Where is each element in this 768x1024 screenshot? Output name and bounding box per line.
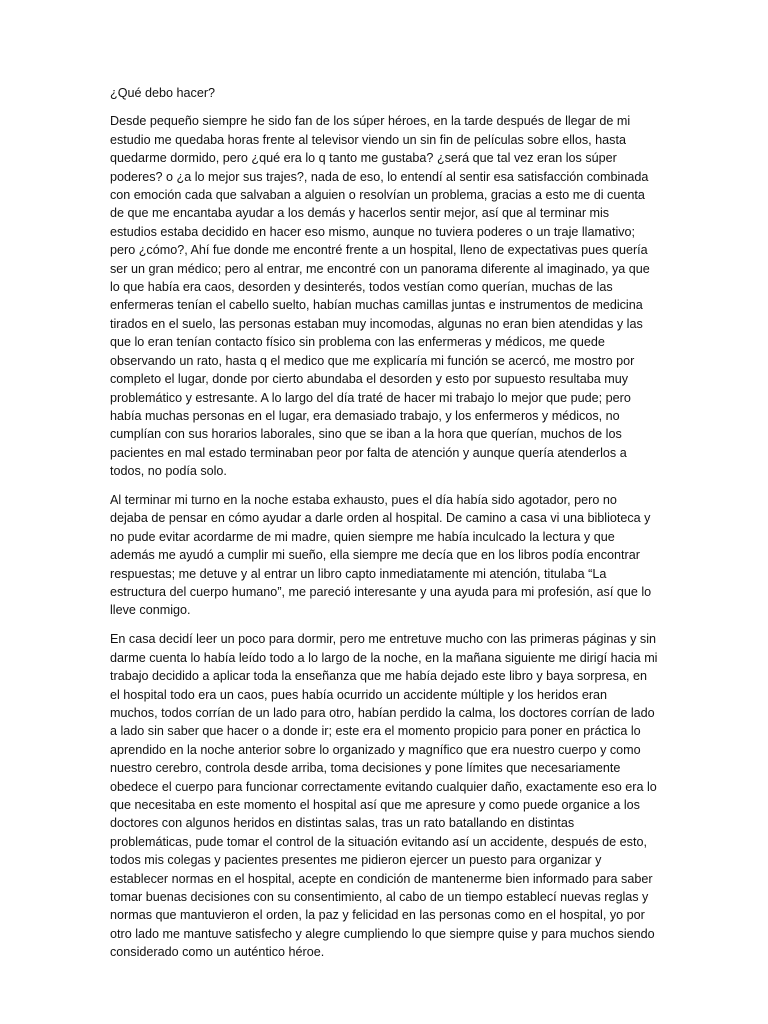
paragraph-3: En casa decidí leer un poco para dormir, pero me entretuve mucho con las primeras páginas y sin darme cuenta lo había leído todo a lo largo de la noche, en la mañana siguiente me dirigí hacia mi trabajo decidido a aplicar toda la enseñanza que me había dejado este libro y baya sorpresa, en el hospital todo era un caos, pues había ocurrido un accidente múltiple y los heridos eran muchos, todos corrían de un lado para otro, habían perdido la calma, los doctores corrían de lado a lado sin saber que hacer o a donde ir; este era el momento propicio para poner en práctica lo aprendido en la noche anterior sobre lo organizado y magnífico que era nuestro cuerpo y como nuestro cerebro, controla desde arriba, toma decisiones y pone límites que necesariamente obedece el cuerpo para funcionar correctamente evitando cualquier daño, exactamente eso era lo que necesitaba en este momento el hospital así que me apresure y como puede organice a los doctores con algunos heridos en distintas salas, tras un rato batallando en distintas problemáticas, pude tomar el control de la situación evitando así un accidente, después de esto, todos mis colegas y pacientes presentes me pidieron ejercer un puesto para organizar y establecer normas en el hospital, acepte en condición de mantenerme bien informado para saber tomar buenas decisiones con su consentimiento, al cabo de un tiempo establecí nuevas reglas y normas que mantuvieron el orden, la paz y felicidad en las personas como en el hospital, yo por otro lado me mantuve satisfecho y alegre cumpliendo lo que siempre quise y para muchos siendo considerado como un auténtico héroe. [110,632,658,960]
paragraph-1: Desde pequeño siempre he sido fan de los súper héroes, en la tarde después de llegar de mi estudio me quedaba horas frente al televisor viendo un sin fin de películas sobre ellos, hasta quedarme dormido, pero ¿qué era lo q tanto me gustaba? ¿será que tal vez eran los súper poderes? o ¿a lo mejor sus trajes?, nada de eso, lo entendí al sentir esa satisfacción combinada con emoción cada que salvaban a alguien o resolvían un problema, gracias a esto me di cuenta de que me encantaba ayudar a los demás y hacerlos sentir mejor, así que al terminar mis estudios estaba decidido en hacer eso mismo, aunque no tuviera poderes o un traje llamativo; pero ¿cómo?, Ahí fue donde me encontré frente a un hospital, lleno de expectativas pues quería ser un gran médico; pero al entrar, me encontré con un panorama diferente al imaginado, ya que lo que había era caos, desorden y desinterés, todos vestían como querían, muchas de las enfermeras tenían el cabello suelto, habían muchas camillas juntas e instrumentos de medicina tirados en el suelo, las personas estaban muy incomodas, algunas no eran bien atendidas y las que lo eran tenían contacto físico sin problema con las enfermeras y médicos, me quede observando un rato, hasta q el medico que me explicaría mi función se acercó, me mostro por completo el lugar, donde por cierto abundaba el desorden y esto por supuesto resultaba muy problemático y estresante. A lo largo del día traté de hacer mi trabajo lo mejor que pude; pero había muchas personas en el lugar, era demasiado trabajo, y los enfermeros y médicos, no cumplían con sus horarios laborales, sino que se iban a la hora que querían, muchos de los pacientes en mal estado terminaban peor por falta de atención y aunque quería atenderlos a todos, no podía solo. [110,114,650,479]
paragraph-2: Al terminar mi turno en la noche estaba exhausto, pues el día había sido agotador, pero no dejaba de pensar en cómo ayudar a darle orden al hospital. De camino a casa vi una biblioteca y no pude evitar acordarme de mi madre, quien siempre me había inculcado la lectura y que además me ayudó a cumplir mi sueño, ella siempre me decía que en los libros podía encontrar respuestas; me detuve y al entrar un libro capto inmediatamente mi atención, titulaba “La estructura del cuerpo humano”, me pareció interesante y una ayuda para mi profesión, así que lo lleve conmigo. [110,493,652,618]
document-page [110,84,658,972]
document-title: ¿Qué debo hacer? [110,86,216,100]
